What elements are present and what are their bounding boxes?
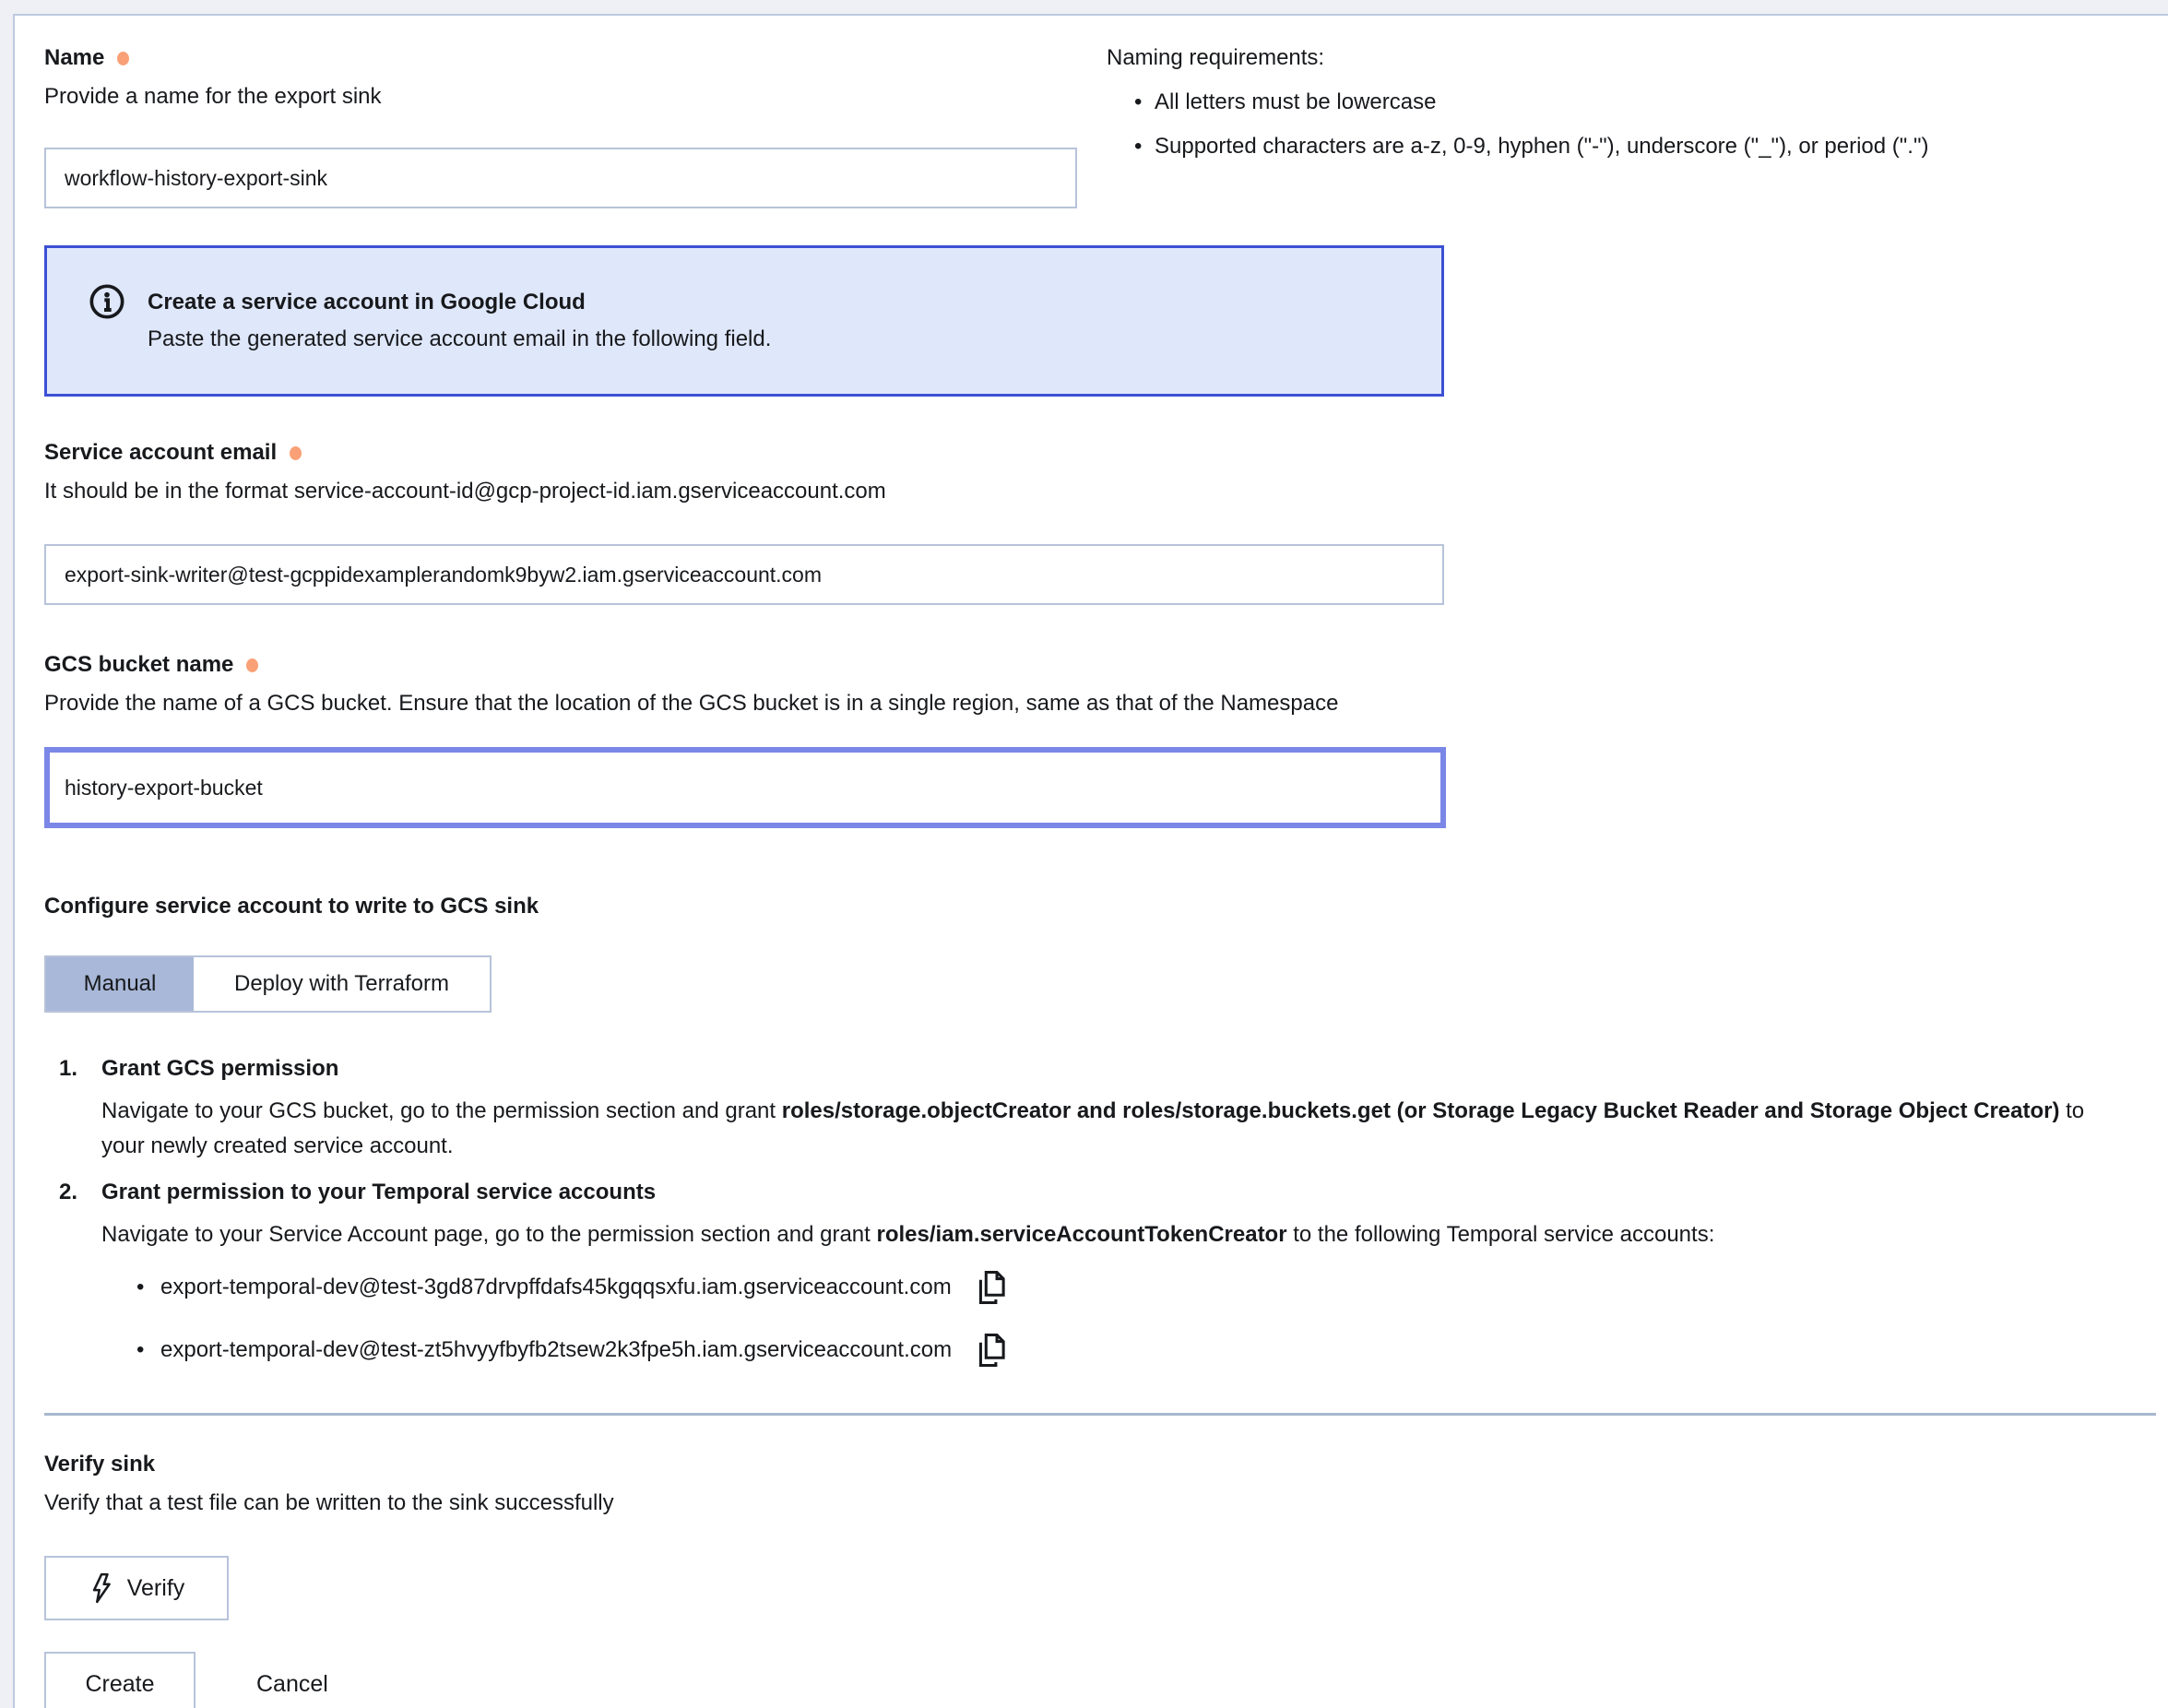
step-1-body-suffix: to your newly created service account.	[101, 1098, 2085, 1158]
gcs-bucket-name-description: Provide the name of a GCS bucket. Ensure that the location of the GCS bucket is in a single region, same as that of the Namespace	[44, 691, 1339, 716]
step-1-number: 1.	[59, 1056, 78, 1081]
step-2-title-text: Grant permission to your Temporal service accounts	[101, 1180, 657, 1204]
step-1-title-text: Grant GCS permission	[101, 1056, 339, 1081]
bullet-icon: •	[136, 1337, 145, 1362]
section-divider	[44, 1413, 2156, 1416]
export-sink-form-panel	[13, 14, 2168, 1708]
temporal-service-account-email: export-temporal-dev@test-zt5hvyyfbyfb2tsew2k3fpe5h.iam.gserviceaccount.com	[160, 1337, 953, 1362]
name-field-label: Name	[44, 45, 105, 70]
bullet-icon: •	[1134, 134, 1143, 159]
naming-requirements-list	[1107, 87, 2149, 162]
cancel-button[interactable]	[256, 1671, 328, 1698]
naming-requirement-text: Supported characters are a-z, 0-9, hyphen ("-"), underscore ("_"), or period (".")	[1155, 134, 1929, 159]
temporal-service-account-email: export-temporal-dev@test-3gd87drvpffdafs45kgqqsxfu.iam.gserviceaccount.com	[160, 1275, 952, 1299]
naming-requirements-title: Naming requirements:	[1107, 45, 1325, 70]
create-button[interactable]	[44, 1652, 195, 1708]
tab-manual[interactable]	[46, 957, 194, 1011]
lightning-bolt-icon	[89, 1572, 113, 1604]
bullet-icon: •	[136, 1275, 145, 1299]
bullet-icon: •	[1134, 89, 1143, 114]
service-account-email-input[interactable]	[44, 544, 1444, 605]
gcs-bucket-name-label: GCS bucket name	[44, 652, 234, 677]
info-box-description: Paste the generated service account email in the following field.	[148, 326, 772, 351]
step-2-body-suffix: to the following Temporal service accounts:	[1286, 1222, 1715, 1247]
verify-sink-title: Verify sink	[44, 1452, 156, 1477]
required-dot-icon	[290, 446, 302, 460]
service-account-info-box	[44, 245, 1444, 397]
service-account-email-description: It should be in the format service-account-id@gcp-project-id.iam.gserviceaccount.com	[44, 479, 886, 504]
name-field-description: Provide a name for the export sink	[44, 84, 382, 109]
create-button-label: Create	[85, 1670, 155, 1697]
copy-icon[interactable]	[972, 1268, 1009, 1307]
step-1-title	[44, 1053, 2156, 1085]
naming-requirement-item	[1107, 87, 2149, 118]
step-2-body	[101, 1217, 2112, 1252]
cancel-button-label: Cancel	[256, 1670, 328, 1697]
gcs-bucket-name-input[interactable]	[44, 747, 1446, 828]
copy-icon[interactable]	[972, 1331, 1009, 1370]
temporal-service-account-list	[44, 1275, 2156, 1363]
tab-deploy-with-terraform[interactable]	[194, 957, 490, 1011]
required-dot-icon	[117, 52, 129, 65]
step-1-body-bold: roles/storage.objectCreator and roles/storage.buckets.get (or Storage Legacy Bucket Reader and Storage Object Creator)	[781, 1098, 2060, 1123]
step-2-number: 2.	[59, 1180, 78, 1204]
configure-section-title: Configure service account to write to GCS sink	[44, 894, 539, 919]
step-1-body-prefix: Navigate to your GCS bucket, go to the permission section and grant	[101, 1098, 782, 1123]
step-1-body	[101, 1094, 2112, 1164]
verify-button[interactable]	[44, 1556, 229, 1620]
configure-tab-group	[44, 955, 492, 1013]
service-account-email-label: Service account email	[44, 440, 278, 465]
naming-requirement-item	[1107, 131, 2149, 162]
step-2-body-bold: roles/iam.serviceAccountTokenCreator	[876, 1222, 1287, 1247]
tab-manual-label: Manual	[83, 971, 157, 996]
temporal-service-account-item	[136, 1275, 2156, 1300]
step-2-title	[44, 1177, 2156, 1208]
info-icon	[89, 283, 125, 320]
temporal-service-account-item	[136, 1337, 2156, 1363]
verify-button-label: Verify	[126, 1574, 185, 1601]
info-box-title: Create a service account in Google Cloud	[148, 290, 586, 314]
tab-terraform-label: Deploy with Terraform	[234, 971, 449, 996]
name-input[interactable]	[44, 148, 1077, 208]
verify-sink-description: Verify that a test file can be written to the sink successfully	[44, 1490, 614, 1515]
required-dot-icon	[246, 658, 258, 672]
step-2-body-prefix: Navigate to your Service Account page, go to the permission section and grant	[101, 1222, 877, 1247]
naming-requirement-text: All letters must be lowercase	[1155, 89, 1437, 114]
